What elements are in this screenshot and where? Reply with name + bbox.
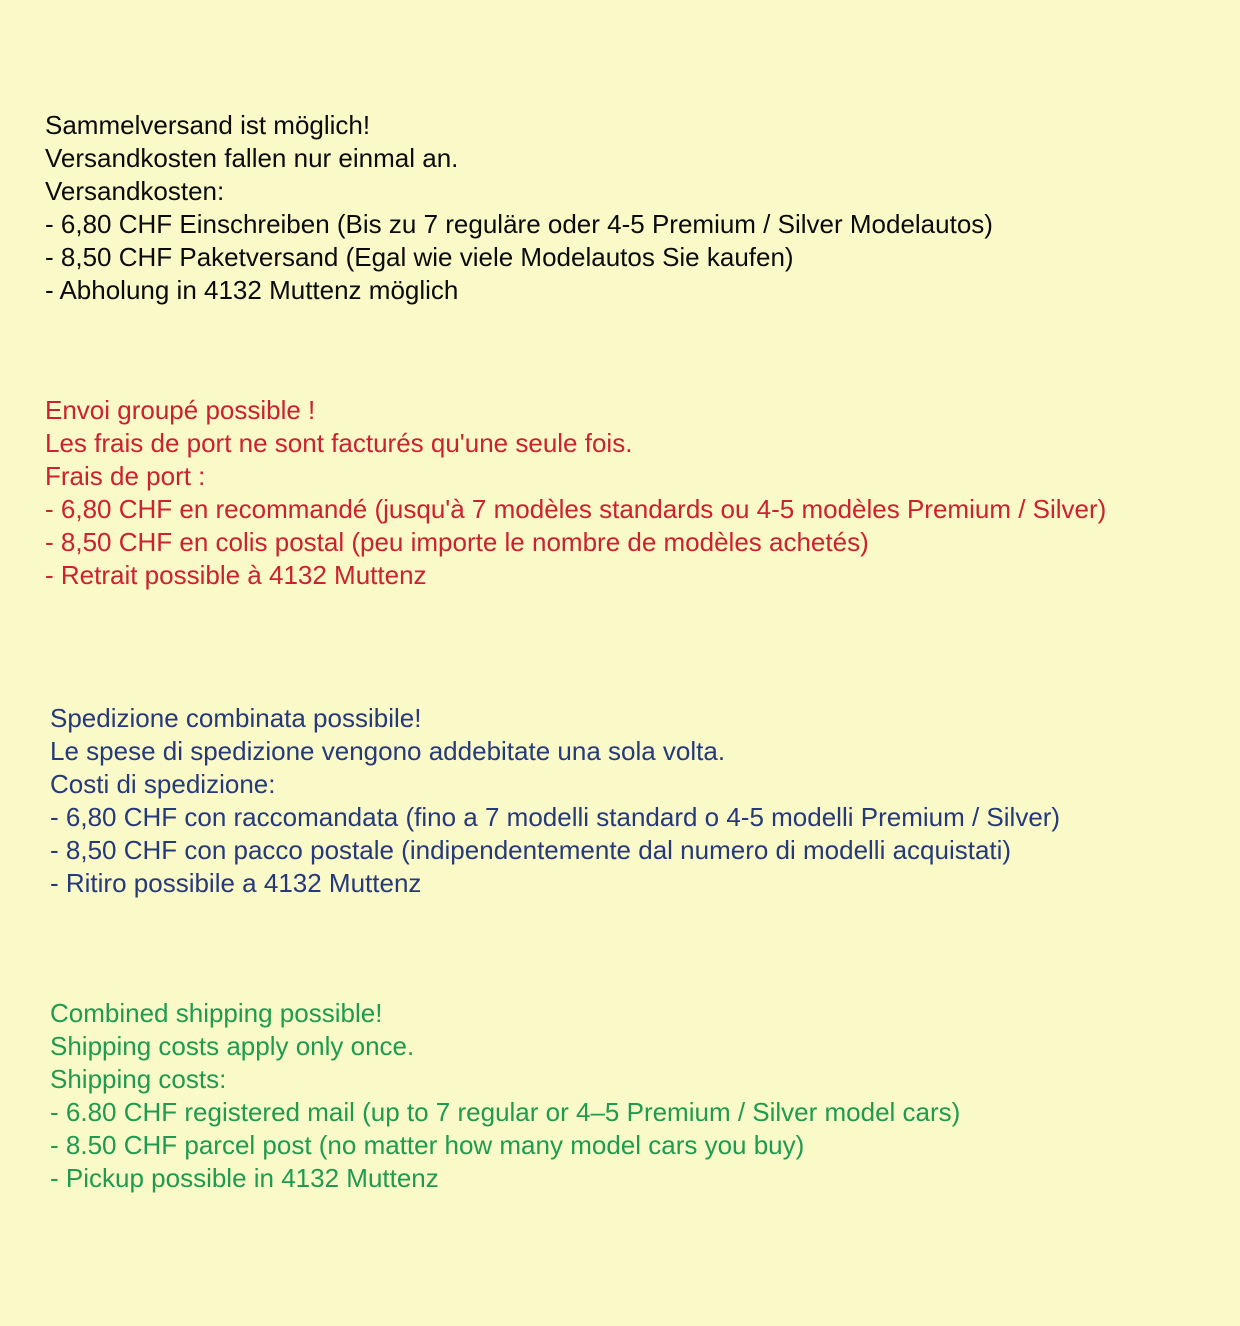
text-line: - 6,80 CHF con raccomandata (fino a 7 modelli standard o 4-5 modelli Premium / Silver) bbox=[50, 802, 1061, 832]
text-line: Frais de port : bbox=[45, 461, 206, 491]
shipping-info-english bbox=[50, 997, 960, 1195]
text-line: Sammelversand ist möglich! bbox=[45, 110, 371, 140]
text-line: - Abholung in 4132 Muttenz möglich bbox=[45, 275, 459, 305]
text-line: - 8,50 CHF con pacco postale (indipendentemente dal numero di modelli acquistati) bbox=[50, 835, 1012, 865]
text-line: Le spese di spedizione vengono addebitate una sola volta. bbox=[50, 736, 726, 766]
shipping-info-german bbox=[45, 109, 993, 307]
shipping-info-italian bbox=[50, 702, 1060, 900]
text-line: - 8,50 CHF en colis postal (peu importe le nombre de modèles achetés) bbox=[45, 527, 869, 557]
text-line: Combined shipping possible! bbox=[50, 998, 383, 1028]
text-line: - 8.50 CHF parcel post (no matter how many model cars you buy) bbox=[50, 1130, 805, 1160]
text-line: Spedizione combinata possibile! bbox=[50, 703, 422, 733]
text-line: - Retrait possible à 4132 Muttenz bbox=[45, 560, 427, 590]
text-line: Les frais de port ne sont facturés qu'une seule fois. bbox=[45, 428, 633, 458]
text-line: Costi di spedizione: bbox=[50, 769, 276, 799]
text-line: - 6.80 CHF registered mail (up to 7 regular or 4–5 Premium / Silver model cars) bbox=[50, 1097, 961, 1127]
shipping-info-french bbox=[45, 394, 1106, 592]
text-line: - 8,50 CHF Paketversand (Egal wie viele Modelautos Sie kaufen) bbox=[45, 242, 794, 272]
text-line: - Ritiro possibile a 4132 Muttenz bbox=[50, 868, 422, 898]
text-line: Envoi groupé possible ! bbox=[45, 395, 316, 425]
text-line: Shipping costs: bbox=[50, 1064, 227, 1094]
text-line: Shipping costs apply only once. bbox=[50, 1031, 415, 1061]
text-line: - 6,80 CHF Einschreiben (Bis zu 7 reguläre oder 4-5 Premium / Silver Modelautos) bbox=[45, 209, 993, 239]
text-line: - 6,80 CHF en recommandé (jusqu'à 7 modèles standards ou 4-5 modèles Premium / Silver) bbox=[45, 494, 1107, 524]
text-line: Versandkosten: bbox=[45, 176, 225, 206]
text-line: - Pickup possible in 4132 Muttenz bbox=[50, 1163, 439, 1193]
text-line: Versandkosten fallen nur einmal an. bbox=[45, 143, 459, 173]
